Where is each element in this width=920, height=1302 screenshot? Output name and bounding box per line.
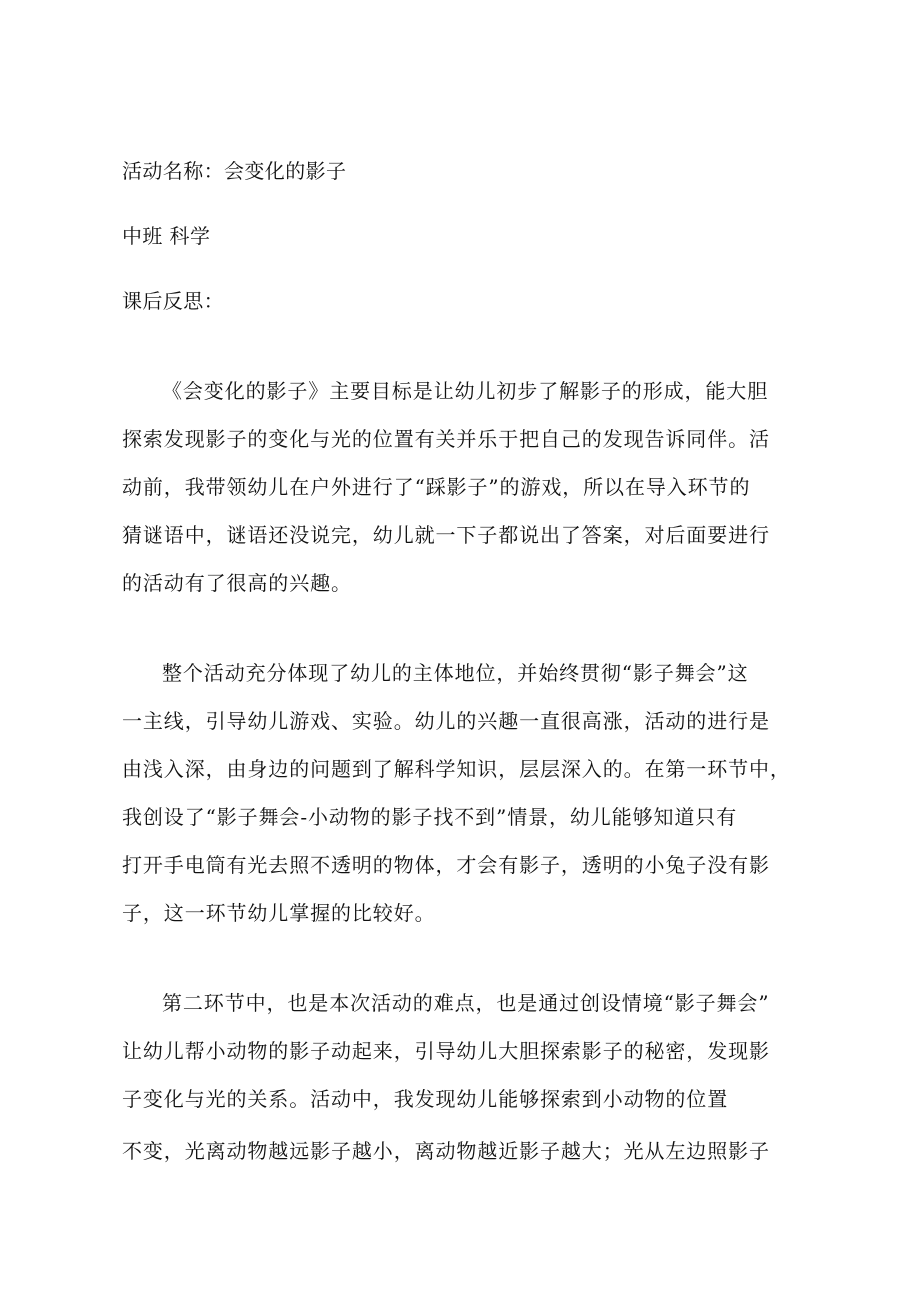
- paragraph-line: 让幼儿帮小动物的影子动起来，引导幼儿大胆探索影子的秘密，发现影: [122, 1039, 770, 1063]
- paragraph-line: 打开手电筒有光去照不透明的物体，才会有影子，透明的小兔子没有影: [122, 853, 770, 877]
- activity-name: 活动名称：会变化的影子: [122, 159, 347, 183]
- paragraph-line: 猜谜语中，谜语还没说完，幼儿就一下子都说出了答案，对后面要进行: [122, 523, 770, 547]
- paragraph-line: 子变化与光的关系。活动中，我发现幼儿能够探索到小动物的位置: [122, 1087, 729, 1111]
- reflection-label: 课后反思：: [122, 289, 224, 313]
- paragraph-line: 动前，我带领幼儿在户外进行了“踩影子”的游戏，所以在导入环节的: [122, 475, 751, 499]
- paragraph-line: 我创设了“影子舞会-小动物的影子找不到”情景，幼儿能够知道只有: [122, 805, 738, 829]
- paragraph-line: 不变，光离动物越远影子越小，离动物越近影子越大；光从左边照影子: [122, 1139, 770, 1163]
- paragraph-line: 第二环节中，也是本次活动的难点，也是通过创设情境“影子舞会”: [162, 991, 770, 1015]
- class-subject: 中班 科学: [122, 224, 211, 248]
- paragraph-line: 的活动有了很高的兴趣。: [122, 571, 352, 595]
- paragraph-line: 一主线，引导幼儿游戏、实验。幼儿的兴趣一直很高涨，活动的进行是: [122, 709, 770, 733]
- paragraph-line: 由浅入深，由身边的问题到了解科学知识，层层深入的。在第一环节中，: [122, 757, 791, 781]
- paragraph-line: 子，这一环节幼儿掌握的比较好。: [122, 901, 436, 925]
- paragraph-line: 《会变化的影子》主要目标是让幼儿初步了解影子的形成，能大胆: [162, 379, 769, 403]
- paragraph-line: 整个活动充分体现了幼儿的主体地位，并始终贯彻“影子舞会”这: [162, 661, 749, 685]
- paragraph-line: 探索发现影子的变化与光的位置有关并乐于把自己的发现告诉同伴。活: [122, 427, 770, 451]
